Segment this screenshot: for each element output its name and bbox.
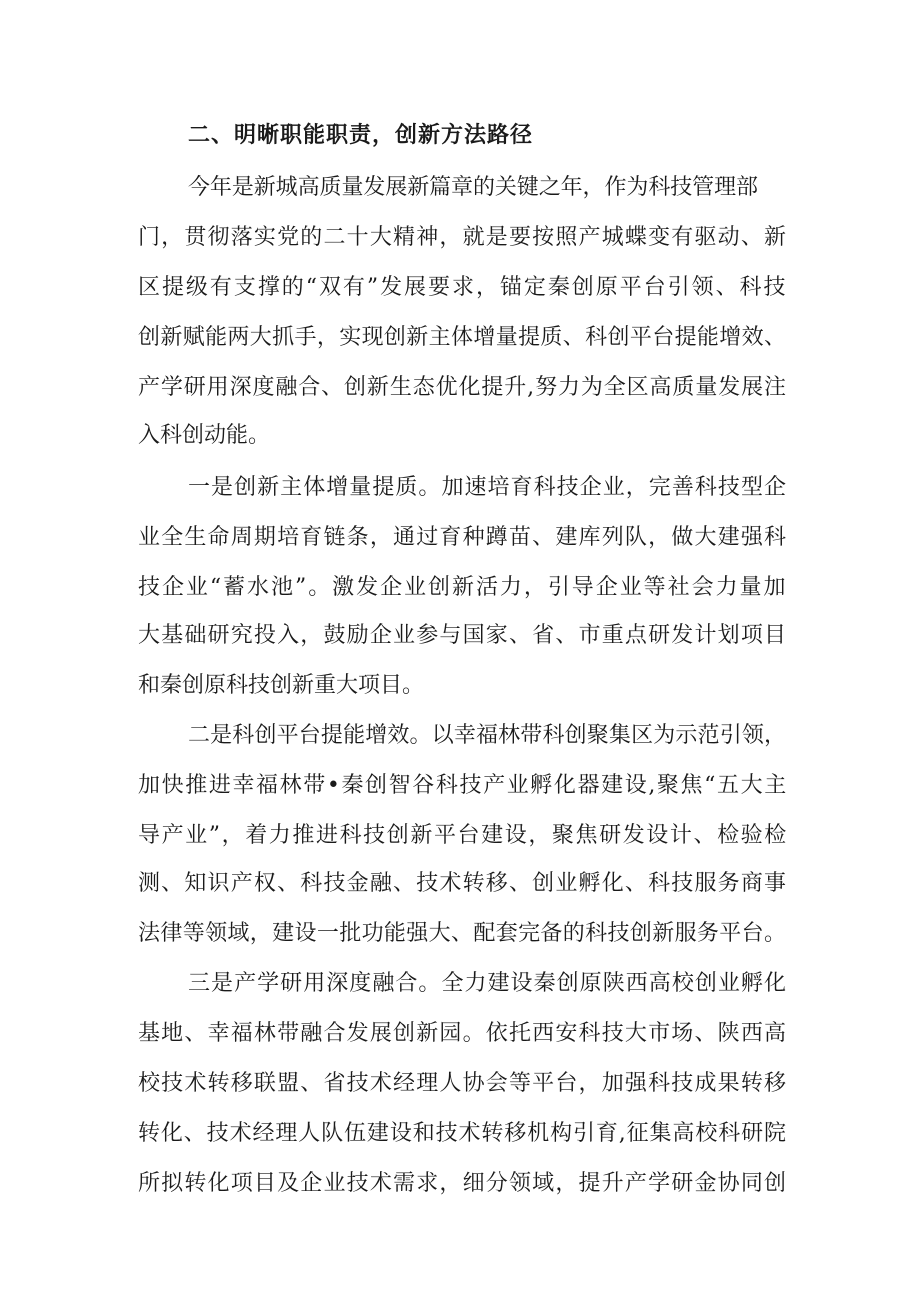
paragraph-line: 技企业“蓄水池”。激发企业创新活力，引导企业等社会力量加 (138, 575, 788, 600)
paragraph-line: 和秦创原科技创新重大项目。 (138, 673, 425, 698)
paragraph-line: 一是创新主体增量提质。加速培育科技企业，完善科技型企 (188, 475, 788, 500)
paragraph-line: 校技术转移联盟、省技术经理人协会等平台，加强科技成果转移 (138, 1071, 788, 1096)
paragraph-line: 业全生命周期培育链条，通过育种蹲苗、建库列队，做大建强科 (138, 525, 788, 550)
paragraph-line: 大基础研究投入，鼓励企业参与国家、省、市重点研发计划项目 (138, 623, 788, 648)
paragraph-line: 创新赋能两大抓手，实现创新主体增量提质、科创平台提能增效、 (138, 325, 787, 350)
paragraph-line: 加快推进幸福林带•秦创智谷科技产业孵化器建设,聚焦“五大主 (138, 773, 788, 798)
paragraph-line: 门，贯彻落实党的二十大精神，就是要按照产城蝶变有驱动、新 (138, 225, 788, 250)
paragraph-line: 基地、幸福林带融合发展创新园。依托西安科技大市场、陕西高 (138, 1021, 788, 1046)
paragraph-line: 入科创动能。 (138, 423, 271, 448)
paragraph-line: 转化、技术经理人队伍建设和技术转移机构引育,征集高校科研院 (138, 1121, 787, 1146)
paragraph-line: 产学研用深度融合、创新生态优化提升,努力为全区高质量发展注 (138, 375, 787, 400)
paragraph-line: 法律等领域，建设一批功能强大、配套完备的科技创新服务平台。 (138, 921, 787, 946)
section-heading: 二、明晰职能职责，创新方法路径 (188, 123, 534, 148)
paragraph-line: 所拟转化项目及企业技术需求，细分领域，提升产学研金协同创 (138, 1171, 788, 1196)
paragraph-line: 测、知识产权、科技金融、技术转移、创业孵化、科技服务商事 (138, 871, 788, 896)
paragraph-line: 三是产学研用深度融合。全力建设秦创原陕西高校创业孵化 (188, 971, 788, 996)
paragraph-line: 今年是新城高质量发展新篇章的关键之年，作为科技管理部 (188, 175, 758, 200)
paragraph-line: 导产业”，着力推进科技创新平台建设，聚焦研发设计、检验检 (138, 823, 788, 848)
paragraph-line: 区提级有支撑的“双有”发展要求，锚定秦创原平台引领、科技 (138, 275, 788, 300)
paragraph-line: 二是科创平台提能增效。以幸福林带科创聚集区为示范引领， (188, 723, 787, 748)
